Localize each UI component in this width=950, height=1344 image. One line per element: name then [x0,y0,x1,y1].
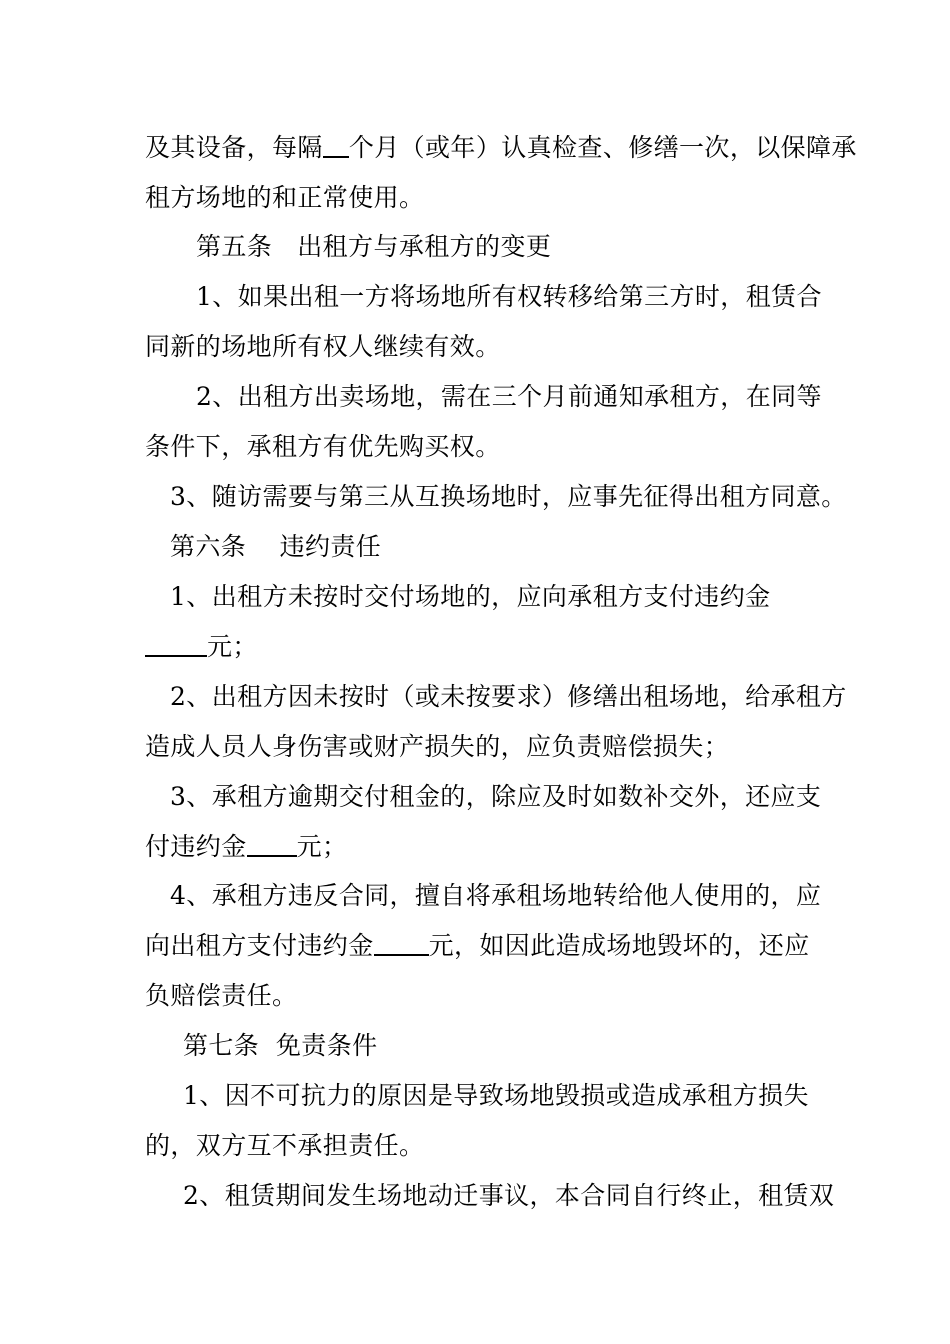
text-line: 1、如果出租一方将场地所有权转移给第三方时，租赁合 [196,282,822,311]
blank-underline [323,132,349,158]
blank-underline [145,631,207,657]
section-heading-7: 第七条 免责条件 [183,1031,378,1060]
section-heading-6: 第六条 违约责任 [170,532,382,561]
section-heading-5: 第五条 出租方与承租方的变更 [196,232,552,261]
text-line [145,132,857,164]
text-line: 造成人员人身伤害或财产损失的，应负责赔偿损失； [145,732,730,761]
blank-underline [374,930,429,956]
text-line: 2、出租方出卖场地，需在三个月前通知承租方，在同等 [196,382,822,411]
text-line: 负赔偿责任。 [145,981,298,1010]
text-line [145,930,810,962]
text-segment: 元； [296,832,348,861]
text-segment: 元； [207,632,258,661]
text-line: 2、出租方因未按时（或未按要求）修缮出租场地，给承租方 [170,682,847,711]
blank-underline [247,831,297,857]
text-line: 1、出租方未按时交付场地的，应向承租方支付违约金 [170,582,771,611]
text-line: 同新的场地所有权人继续有效。 [145,332,501,361]
text-segment: 向出租方支付违约金 [145,931,374,960]
text-segment: 元，如因此造成场地毁坏的，还应 [428,931,810,960]
text-line: 1、因不可抗力的原因是导致场地毁损或造成承租方损失 [183,1081,809,1110]
text-segment: 及其设备，每隔 [145,133,323,162]
text-line: 2、租赁期间发生场地动迁事议，本合同自行终止，租赁双 [183,1181,835,1210]
text-segment: 个月（或年）认真检查、修缮一次，以保障承 [348,133,857,162]
text-line: 条件下，承租方有优先购买权。 [145,432,501,461]
text-segment: 付违约金 [145,832,247,861]
text-line [145,831,347,863]
text-line: 的，双方互不承担责任。 [145,1131,425,1160]
text-line: 3、随访需要与第三从互换场地时，应事先征得出租方同意。 [170,482,847,511]
text-line: 4、承租方违反合同，擅自将承租场地转给他人使用的，应 [170,881,822,910]
text-line [145,631,258,663]
text-line: 租方场地的和正常使用。 [145,183,425,212]
text-line: 3、承租方逾期交付租金的，除应及时如数补交外，还应支 [170,782,822,811]
